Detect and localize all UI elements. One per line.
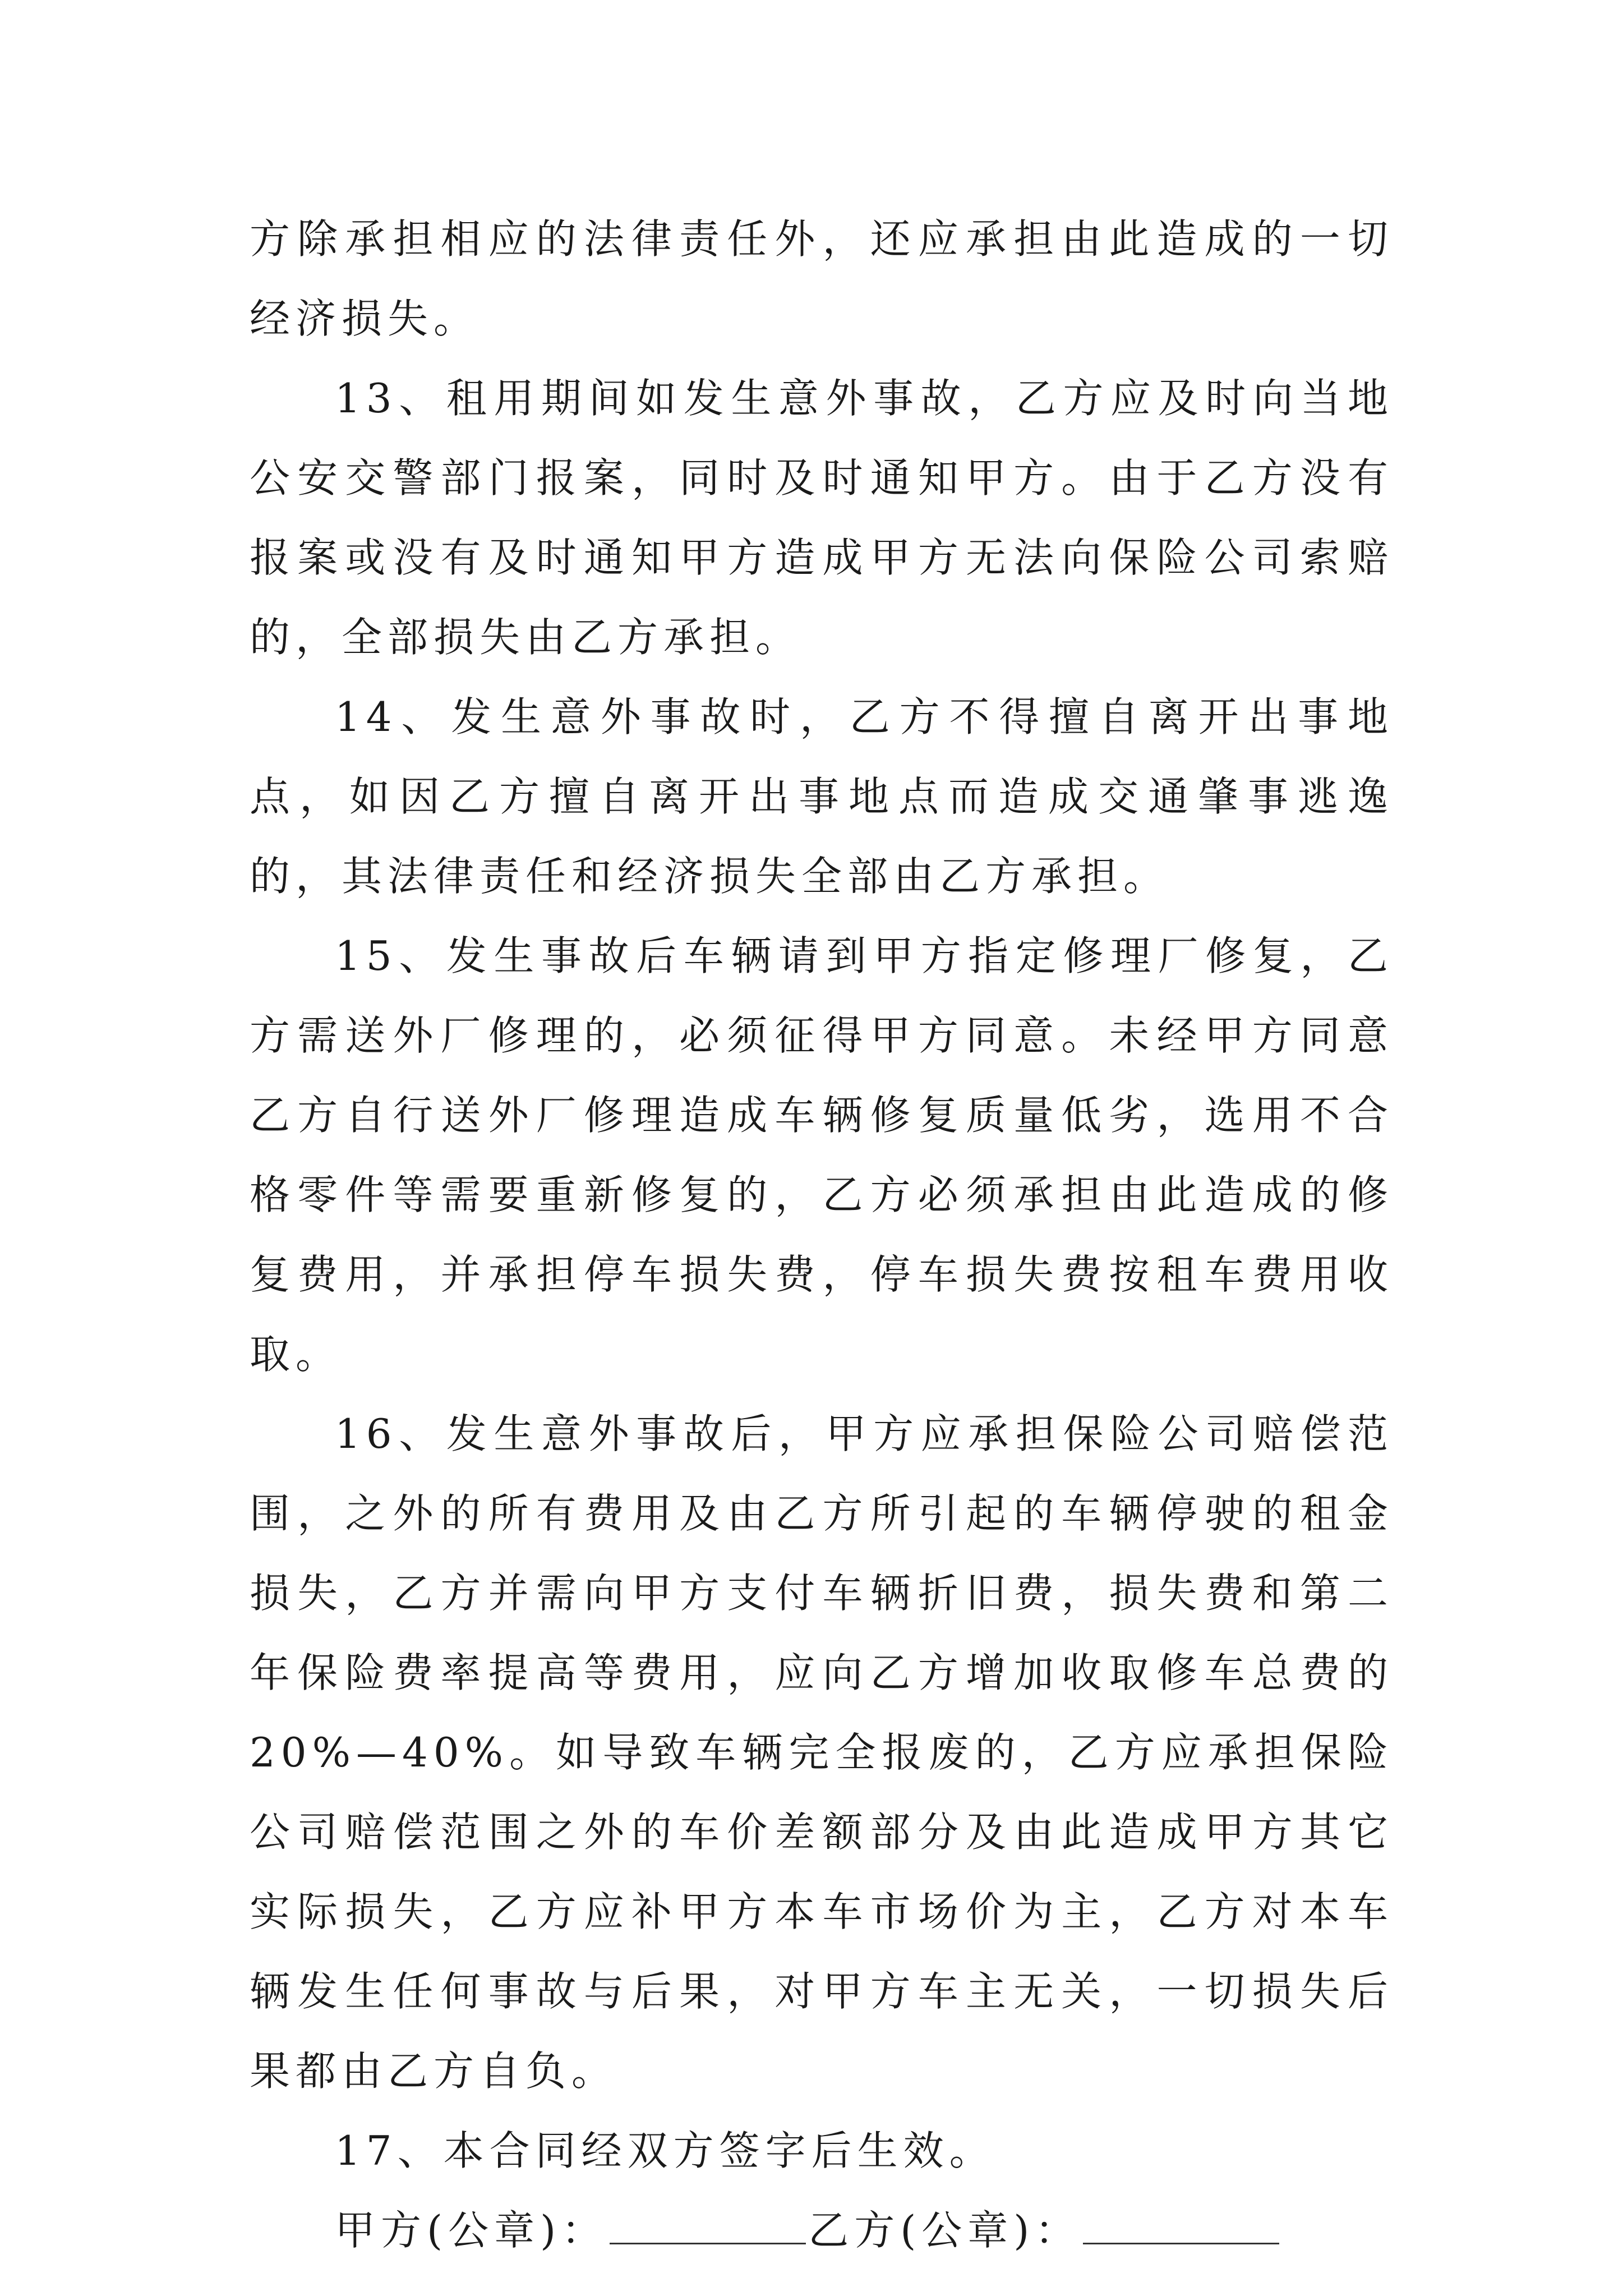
party-b-label: 乙方(公章)： xyxy=(808,2207,1081,2254)
clause-17: 17、本合同经双方签字后生效。 xyxy=(335,2127,995,2174)
clause-13: 13、租用期间如发生意外事故，乙方应及时向当地公安交警部门报案，同时及时通知甲方。由于乙方没有报案或没有及时通知甲方造成甲方无法向保险公司索赔的，全部损失由乙方承担。 xyxy=(250,375,1394,661)
clause-14: 14、发生意外事故时，乙方不得擅自离开出事地点，如因乙方擅自离开出事地点而造成交通肇事逃逸的，其法律责任和经济损失全部由乙方承担。 xyxy=(250,693,1394,900)
paragraph-continuation: 方除承担相应的法律责任外，还应承担由此造成的一切经济损失。 xyxy=(250,215,1394,342)
party-b-signature-blank xyxy=(1083,2209,1279,2244)
document-body xyxy=(250,199,1394,2270)
party-a-signature-blank xyxy=(610,2209,806,2244)
signature-line xyxy=(250,2191,1394,2270)
party-a-label: 甲方(公章)： xyxy=(335,2207,608,2254)
clause-16: 16、发生意外事故后，甲方应承担保险公司赔偿范围，之外的所有费用及由乙方所引起的车辆停驶的租金损失，乙方并需向甲方支付车辆折旧费，损失费和第二年保险费率提高等费用，应向乙方增加收取修车总费的20%—40%。如导致车辆完全报废的，乙方应承担保险公司赔偿范围之外的车价差额部分及由此造成甲方其它实际损失，乙方应补甲方本车市场价为主，乙方对本车辆发生任何事故与后果，对甲方车主无关，一切损失后果都由乙方自负。 xyxy=(250,1410,1394,2095)
clause-15: 15、发生事故后车辆请到甲方指定修理厂修复，乙方需送外厂修理的，必须征得甲方同意。未经甲方同意乙方自行送外厂修理造成车辆修复质量低劣，选用不合格零件等需要重新修复的，乙方必须承担由此造成的修复费用，并承担停车损失费，停车损失费按租车费用收取。 xyxy=(250,932,1394,1378)
